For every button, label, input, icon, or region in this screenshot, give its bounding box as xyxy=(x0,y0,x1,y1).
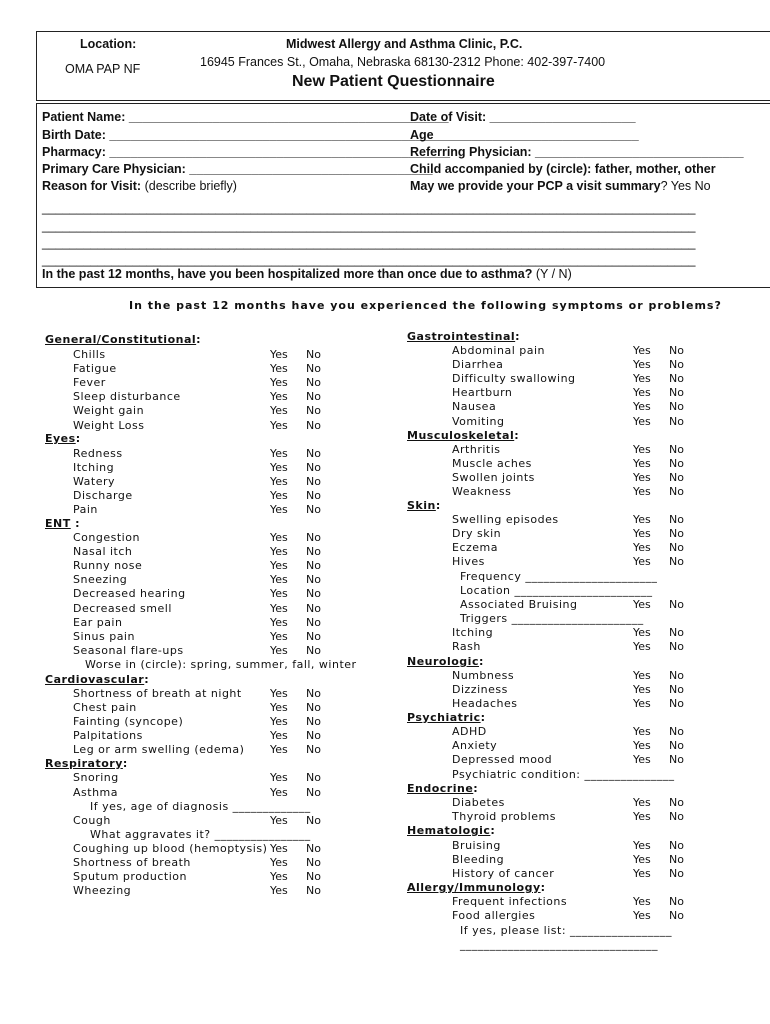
symptom-decreased-smell: Decreased smell xyxy=(73,601,172,615)
yes-option-muscle-aches[interactable]: Yes xyxy=(633,457,651,471)
section-title: General/Constitutional xyxy=(45,333,197,346)
symptom-muscle-aches: Muscle aches xyxy=(452,457,532,471)
no-option-sneezing[interactable]: No xyxy=(306,573,321,587)
no-option-adhd[interactable]: No xyxy=(669,725,684,738)
visit-summary-question[interactable] xyxy=(410,179,711,193)
yes-option-swollen-joints[interactable]: Yes xyxy=(633,471,651,485)
symptom-dry-skin: Dry skin xyxy=(452,527,502,541)
no-option-dry-skin[interactable]: No xyxy=(669,527,684,541)
cough-aggravates-field[interactable]: What aggravates it? ________________ xyxy=(90,828,311,841)
no-option-watery[interactable]: No xyxy=(306,475,321,489)
no-option-weight-loss[interactable]: No xyxy=(306,418,321,432)
symptom-swelling-episodes: Swelling episodes xyxy=(452,513,559,526)
section-title: Psychiatric xyxy=(407,711,481,724)
no-option-thyroid-problems[interactable]: No xyxy=(669,810,684,824)
no-option-chills[interactable]: No xyxy=(306,348,321,361)
section-title: Gastrointestinal xyxy=(407,330,516,343)
symptom-palpitations: Palpitations xyxy=(73,729,143,743)
yes-option-decreased-hearing[interactable]: Yes xyxy=(270,587,288,601)
symptom-diabetes: Diabetes xyxy=(452,796,505,809)
yes-option-sputum-production[interactable]: Yes xyxy=(270,870,288,884)
section-title: Hematologic xyxy=(407,824,491,837)
section-title: Endocrine xyxy=(407,782,474,795)
yes-option-sleep-disturbance[interactable]: Yes xyxy=(270,390,288,404)
section-colon: : xyxy=(540,881,546,894)
section-colon: : xyxy=(490,824,496,837)
symptom-rash: Rash xyxy=(452,640,481,654)
no-option-chest-pain[interactable]: No xyxy=(306,701,321,715)
yes-option-thyroid-problems[interactable]: Yes xyxy=(633,810,651,824)
no-option-congestion[interactable]: No xyxy=(306,531,321,544)
yes-option-depressed-mood[interactable]: Yes xyxy=(633,753,651,767)
symptom-sinus-pain: Sinus pain xyxy=(73,629,135,643)
no-option-runny-nose[interactable]: No xyxy=(306,559,321,573)
yes-option-coughing-up-blood-hemoptysis[interactable]: Yes xyxy=(270,842,288,855)
no-option-fever[interactable]: No xyxy=(306,376,321,390)
symptom-discharge: Discharge xyxy=(73,489,133,503)
symptom-swollen-joints: Swollen joints xyxy=(452,471,535,485)
no-option-nasal-itch[interactable]: No xyxy=(306,545,321,559)
reason-line-3[interactable]: ______________________________________________________________________________________________ xyxy=(42,236,696,250)
symptom-fever: Fever xyxy=(73,376,106,390)
yes-option-sinus-pain[interactable]: Yes xyxy=(270,629,288,643)
symptom-watery: Watery xyxy=(73,475,116,489)
symptom-pain: Pain xyxy=(73,503,98,517)
no-option-discharge[interactable]: No xyxy=(306,489,321,503)
yes-option-nasal-itch[interactable]: Yes xyxy=(270,545,288,559)
no-option-decreased-hearing[interactable]: No xyxy=(306,587,321,601)
yes-option-fatigue[interactable]: Yes xyxy=(270,362,288,376)
symptom-associated-bruising: Associated Bruising xyxy=(460,598,578,611)
section-colon: : xyxy=(144,673,150,686)
clinic-address: 16945 Frances St., Omaha, Nebraska 68130-2312 Phone: 402-397-7400 xyxy=(200,55,606,69)
section-colon: : xyxy=(478,655,484,668)
no-option-snoring[interactable]: No xyxy=(306,771,321,784)
hives-triggers-field[interactable]: Triggers ______________________ xyxy=(460,612,644,625)
yes-option-chest-pain[interactable]: Yes xyxy=(270,701,288,715)
no-option-bruising[interactable]: No xyxy=(669,839,684,852)
symptom-nausea: Nausea xyxy=(452,400,497,414)
asthma-age-field[interactable]: If yes, age of diagnosis _____________ xyxy=(90,800,311,813)
reason-line-4[interactable]: ______________________________________________________________________________________________ xyxy=(42,253,696,267)
no-option-headaches[interactable]: No xyxy=(669,697,684,711)
yes-option-itching[interactable]: Yes xyxy=(270,461,288,475)
section-title: Skin xyxy=(407,499,436,512)
yes-option-congestion[interactable]: Yes xyxy=(270,531,288,544)
no-option-palpitations[interactable]: No xyxy=(306,729,321,743)
symptom-chest-pain: Chest pain xyxy=(73,701,137,715)
no-option-depressed-mood[interactable]: No xyxy=(669,753,684,767)
no-option-cough[interactable]: No xyxy=(306,814,321,827)
section-colon: : xyxy=(435,499,441,512)
no-option-nausea[interactable]: No xyxy=(669,400,684,414)
yes-option-food-allergies[interactable]: Yes xyxy=(633,909,651,923)
no-option-itching[interactable]: No xyxy=(306,461,321,475)
symptom-coughing-up-blood-hemoptysis: Coughing up blood (hemoptysis) xyxy=(73,842,268,855)
symptom-cough: Cough xyxy=(73,814,111,827)
yes-option-weight-gain[interactable]: Yes xyxy=(270,404,288,418)
yes-option-weight-loss[interactable]: Yes xyxy=(270,418,288,432)
section-title: Musculoskeletal xyxy=(407,429,515,442)
yes-option-runny-nose[interactable]: Yes xyxy=(270,559,288,573)
symptom-heartburn: Heartburn xyxy=(452,386,513,400)
symptom-adhd: ADHD xyxy=(452,725,487,738)
yes-option-dry-skin[interactable]: Yes xyxy=(633,527,651,541)
pharmacy-field[interactable]: Pharmacy: _________________________________________________ xyxy=(42,145,451,159)
no-option-wheezing[interactable]: No xyxy=(306,884,321,898)
no-option-arthritis[interactable]: No xyxy=(669,443,684,456)
section-colon: : xyxy=(75,432,81,445)
hospitalized-text: In the past 12 months, have you been hospitalized more than once due to asthma? xyxy=(42,267,533,281)
no-option-rash[interactable]: No xyxy=(669,640,684,654)
symptom-chills: Chills xyxy=(73,348,106,361)
yes-option-rash[interactable]: Yes xyxy=(633,640,651,654)
section-ent xyxy=(45,517,80,530)
yes-option-wheezing[interactable]: Yes xyxy=(270,884,288,898)
symptom-decreased-hearing: Decreased hearing xyxy=(73,587,186,601)
yes-option-anxiety[interactable]: Yes xyxy=(633,739,651,753)
no-option-decreased-smell[interactable]: No xyxy=(306,601,321,615)
no-option-fainting-syncope[interactable]: No xyxy=(306,715,321,729)
patient-name-field[interactable]: Patient Name: ______________________________________________ xyxy=(42,110,449,124)
symptom-hives: Hives xyxy=(452,555,485,569)
reason-line-1[interactable]: ______________________________________________________________________________________________ xyxy=(42,201,696,215)
yes-option-ear-pain[interactable]: Yes xyxy=(270,615,288,629)
no-option-vomiting[interactable]: No xyxy=(669,414,684,428)
symptom-weight-loss: Weight Loss xyxy=(73,418,145,432)
symptom-anxiety: Anxiety xyxy=(452,739,498,753)
section-general-constitutional xyxy=(45,333,201,346)
no-option-swollen-joints[interactable]: No xyxy=(669,471,684,485)
no-option-heartburn[interactable]: No xyxy=(669,386,684,400)
no-option-dizziness[interactable]: No xyxy=(669,683,684,697)
symptom-fainting-syncope: Fainting (syncope) xyxy=(73,715,184,729)
symptom-shortness-of-breath: Shortness of breath xyxy=(73,856,191,870)
symptom-history-of-cancer: History of cancer xyxy=(452,867,555,881)
no-option-food-allergies[interactable]: No xyxy=(669,909,684,923)
yes-option-seasonal-flare-ups[interactable]: Yes xyxy=(270,643,288,657)
section-musculoskeletal xyxy=(407,429,519,442)
yes-option-swelling-episodes[interactable]: Yes xyxy=(633,513,651,526)
symptom-frequent-infections: Frequent infections xyxy=(452,895,568,908)
hospitalized-question[interactable] xyxy=(42,267,572,281)
no-option-ear-pain[interactable]: No xyxy=(306,615,321,629)
yes-option-headaches[interactable]: Yes xyxy=(633,697,651,711)
age-field[interactable]: Age _____________________________ xyxy=(410,128,639,142)
no-option-itching[interactable]: No xyxy=(669,626,684,639)
child-accompanied[interactable]: Child accompanied by (circle): father, mother, other xyxy=(410,162,716,176)
summary-question-text: May we provide your PCP a visit summary xyxy=(410,179,661,193)
location-options: OMA PAP NF xyxy=(65,62,141,76)
section-colon: : xyxy=(196,333,202,346)
reason-line-2[interactable]: ______________________________________________________________________________________________ xyxy=(42,219,696,233)
no-option-seasonal-flare-ups[interactable]: No xyxy=(306,643,321,657)
section-colon: : xyxy=(480,711,486,724)
no-option-diarrhea[interactable]: No xyxy=(669,358,684,372)
symptom-sputum-production: Sputum production xyxy=(73,870,187,884)
yes-option-nausea[interactable]: Yes xyxy=(633,400,651,414)
symptom-weakness: Weakness xyxy=(452,485,512,499)
section-cardiovascular xyxy=(45,673,149,686)
no-option-difficulty-swallowing[interactable]: No xyxy=(669,372,684,386)
yes-option-pain[interactable]: Yes xyxy=(270,503,288,517)
symptom-weight-gain: Weight gain xyxy=(73,404,145,418)
no-option-weakness[interactable]: No xyxy=(669,485,684,499)
no-option-frequent-infections[interactable]: No xyxy=(669,895,684,908)
yes-option-itching[interactable]: Yes xyxy=(633,626,651,639)
section-neurologic xyxy=(407,655,484,668)
yes-option-watery[interactable]: Yes xyxy=(270,475,288,489)
reason-for-visit xyxy=(42,179,237,193)
pcp-field[interactable]: Primary Care Physician: ___________________________________ xyxy=(42,162,433,176)
yes-option-dizziness[interactable]: Yes xyxy=(633,683,651,697)
location-label: Location: xyxy=(80,37,137,51)
symptom-thyroid-problems: Thyroid problems xyxy=(452,810,556,824)
yes-option-eczema[interactable]: Yes xyxy=(633,541,651,555)
form-title: New Patient Questionnaire xyxy=(292,73,495,90)
symptom-seasonal-flare-ups: Seasonal flare-ups xyxy=(73,643,184,657)
no-option-numbness[interactable]: No xyxy=(669,669,684,682)
referring-physician-field[interactable]: Referring Physician: ______________________________ xyxy=(410,145,744,159)
yes-option-discharge[interactable]: Yes xyxy=(270,489,288,503)
yes-option-shortness-of-breath[interactable]: Yes xyxy=(270,856,288,870)
yes-option-associated-bruising[interactable]: Yes xyxy=(633,598,651,611)
symptom-sneezing: Sneezing xyxy=(73,573,128,587)
yes-option-hives[interactable]: Yes xyxy=(633,555,651,569)
no-option-shortness-of-breath-at-night[interactable]: No xyxy=(306,687,321,700)
yes-option-diarrhea[interactable]: Yes xyxy=(633,358,651,372)
yes-option-decreased-smell[interactable]: Yes xyxy=(270,601,288,615)
hives-frequency-field[interactable]: Frequency ______________________ xyxy=(460,570,658,583)
yes-option-weakness[interactable]: Yes xyxy=(633,485,651,499)
symptom-diarrhea: Diarrhea xyxy=(452,358,504,372)
symptom-ear-pain: Ear pain xyxy=(73,615,123,629)
section-colon: : xyxy=(515,330,521,343)
yes-option-fever[interactable]: Yes xyxy=(270,376,288,390)
reason-hint: (describe briefly) xyxy=(141,179,237,193)
yes-option-sneezing[interactable]: Yes xyxy=(270,573,288,587)
section-title: Neurologic xyxy=(407,655,479,668)
symptom-eczema: Eczema xyxy=(452,541,498,555)
no-option-leg-or-arm-swelling-edema[interactable]: No xyxy=(306,743,321,757)
section-colon: : xyxy=(473,782,479,795)
section-gastrointestinal xyxy=(407,330,520,343)
yes-option-chills[interactable]: Yes xyxy=(270,348,288,361)
section-respiratory xyxy=(45,757,128,770)
section-colon: : xyxy=(122,757,128,770)
no-option-sputum-production[interactable]: No xyxy=(306,870,321,884)
no-option-coughing-up-blood-hemoptysis[interactable]: No xyxy=(306,842,321,855)
yes-option-leg-or-arm-swelling-edema[interactable]: Yes xyxy=(270,743,288,757)
symptom-difficulty-swallowing: Difficulty swallowing xyxy=(452,372,576,386)
yes-option-frequent-infections[interactable]: Yes xyxy=(633,895,651,908)
no-option-history-of-cancer[interactable]: No xyxy=(669,867,684,881)
no-option-weight-gain[interactable]: No xyxy=(306,404,321,418)
birth-date-field[interactable]: Birth Date: ________________________________________________ xyxy=(42,128,444,142)
yes-option-numbness[interactable]: Yes xyxy=(633,669,651,682)
symptoms-heading: In the past 12 months have you experienced the following symptoms or problems? xyxy=(129,299,722,312)
symptom-snoring: Snoring xyxy=(73,771,119,784)
section-allergy-immunology xyxy=(407,881,546,894)
no-option-fatigue[interactable]: No xyxy=(306,362,321,376)
yes-option-fainting-syncope[interactable]: Yes xyxy=(270,715,288,729)
symptom-vomiting: Vomiting xyxy=(452,414,505,428)
clinic-name: Midwest Allergy and Asthma Clinic, P.C. xyxy=(286,37,523,51)
reason-label: Reason for Visit: xyxy=(42,179,142,193)
date-of-visit-field[interactable]: Date of Visit: _____________________ xyxy=(410,110,636,124)
psychiatric-condition-field[interactable]: Psychiatric condition: _______________ xyxy=(452,768,675,781)
no-option-associated-bruising[interactable]: No xyxy=(669,598,684,611)
yes-option-asthma[interactable]: Yes xyxy=(270,786,288,799)
yes-option-vomiting[interactable]: Yes xyxy=(633,414,651,428)
symptom-headaches: Headaches xyxy=(452,697,518,711)
symptom-nasal-itch: Nasal itch xyxy=(73,545,133,559)
yes-option-difficulty-swallowing[interactable]: Yes xyxy=(633,372,651,386)
no-option-muscle-aches[interactable]: No xyxy=(669,457,684,471)
symptom-redness: Redness xyxy=(73,447,123,460)
worse-in-seasons[interactable]: Worse in (circle): spring, summer, fall, winter xyxy=(85,658,357,671)
yes-option-history-of-cancer[interactable]: Yes xyxy=(633,867,651,881)
no-option-eczema[interactable]: No xyxy=(669,541,684,555)
symptom-leg-or-arm-swelling-edema: Leg or arm swelling (edema) xyxy=(73,743,245,757)
no-option-abdominal-pain[interactable]: No xyxy=(669,344,684,357)
no-option-anxiety[interactable]: No xyxy=(669,739,684,753)
hives-location-field[interactable]: Location _______________________ xyxy=(460,584,653,597)
symptom-runny-nose: Runny nose xyxy=(73,559,143,573)
yes-option-abdominal-pain[interactable]: Yes xyxy=(633,344,651,357)
summary-answer[interactable]: ? Yes No xyxy=(660,179,711,193)
symptom-arthritis: Arthritis xyxy=(452,443,501,456)
food-allergies-list-field[interactable]: If yes, please list: _________________ xyxy=(460,924,673,937)
yes-option-redness[interactable]: Yes xyxy=(270,447,288,460)
symptom-dizziness: Dizziness xyxy=(452,683,508,697)
section-eyes xyxy=(45,432,81,445)
symptom-sleep-disturbance: Sleep disturbance xyxy=(73,390,181,404)
yes-option-bleeding[interactable]: Yes xyxy=(633,853,651,867)
food-allergies-line[interactable]: _________________________________ xyxy=(460,938,658,951)
yes-option-cough[interactable]: Yes xyxy=(270,814,288,827)
yes-option-snoring[interactable]: Yes xyxy=(270,771,288,784)
section-title: Allergy/Immunology xyxy=(407,881,541,894)
no-option-swelling-episodes[interactable]: No xyxy=(669,513,684,526)
section-endocrine xyxy=(407,782,478,795)
symptom-congestion: Congestion xyxy=(73,531,140,544)
symptom-asthma: Asthma xyxy=(73,786,118,799)
no-option-sleep-disturbance[interactable]: No xyxy=(306,390,321,404)
no-option-bleeding[interactable]: No xyxy=(669,853,684,867)
section-title: Respiratory xyxy=(45,757,123,770)
section-colon: : xyxy=(70,517,80,530)
no-option-diabetes[interactable]: No xyxy=(669,796,684,809)
section-hematologic xyxy=(407,824,495,837)
symptom-itching: Itching xyxy=(452,626,494,639)
symptom-shortness-of-breath-at-night: Shortness of breath at night xyxy=(73,687,242,700)
section-psychiatric xyxy=(407,711,486,724)
no-option-shortness-of-breath[interactable]: No xyxy=(306,856,321,870)
symptom-wheezing: Wheezing xyxy=(73,884,132,898)
symptom-food-allergies: Food allergies xyxy=(452,909,536,923)
symptom-depressed-mood: Depressed mood xyxy=(452,753,553,767)
no-option-sinus-pain[interactable]: No xyxy=(306,629,321,643)
yes-option-heartburn[interactable]: Yes xyxy=(633,386,651,400)
hospitalized-answer[interactable]: (Y / N) xyxy=(532,267,572,281)
section-title: Cardiovascular xyxy=(45,673,145,686)
symptom-fatigue: Fatigue xyxy=(73,362,117,376)
yes-option-shortness-of-breath-at-night[interactable]: Yes xyxy=(270,687,288,700)
symptom-bruising: Bruising xyxy=(452,839,501,852)
no-option-redness[interactable]: No xyxy=(306,447,321,460)
section-title: ENT xyxy=(45,517,71,530)
no-option-hives[interactable]: No xyxy=(669,555,684,569)
yes-option-diabetes[interactable]: Yes xyxy=(633,796,651,809)
section-title: Eyes xyxy=(45,432,76,445)
symptom-itching: Itching xyxy=(73,461,115,475)
symptom-numbness: Numbness xyxy=(452,669,515,682)
yes-option-arthritis[interactable]: Yes xyxy=(633,443,651,456)
yes-option-palpitations[interactable]: Yes xyxy=(270,729,288,743)
section-colon: : xyxy=(514,429,520,442)
yes-option-bruising[interactable]: Yes xyxy=(633,839,651,852)
symptom-bleeding: Bleeding xyxy=(452,853,505,867)
section-skin xyxy=(407,499,441,512)
no-option-asthma[interactable]: No xyxy=(306,786,321,799)
yes-option-adhd[interactable]: Yes xyxy=(633,725,651,738)
symptom-abdominal-pain: Abdominal pain xyxy=(452,344,546,357)
no-option-pain[interactable]: No xyxy=(306,503,321,517)
